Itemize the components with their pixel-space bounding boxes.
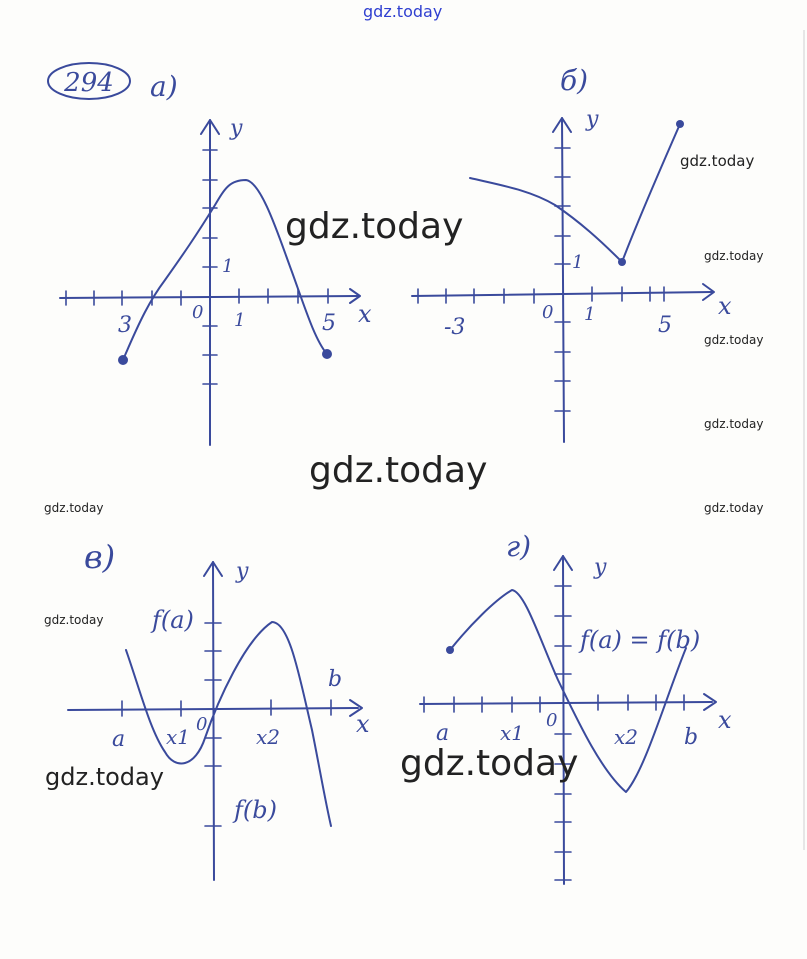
graph-d-y-axis bbox=[563, 556, 564, 884]
graph-b-x-label: x bbox=[718, 292, 732, 320]
graph-c-label-fa: f(a) bbox=[152, 606, 194, 634]
watermark-small-5: gdz.today bbox=[704, 501, 764, 515]
graph-d-label-a: a bbox=[436, 721, 450, 746]
graph-a-tick-x1: 1 bbox=[234, 310, 246, 331]
graph-b-min-point bbox=[618, 258, 626, 266]
watermark-small-7: gdz.today bbox=[44, 613, 104, 627]
graph-d-origin: 0 bbox=[546, 710, 558, 731]
graph-a-tick-y1: 1 bbox=[222, 256, 234, 277]
graph-b-letter: б) bbox=[560, 64, 589, 97]
graph-d-letter: г) bbox=[506, 530, 532, 563]
graph-b-curve bbox=[470, 124, 680, 262]
graph-b-x-axis bbox=[412, 292, 712, 296]
watermark-large-3: gdz.today bbox=[400, 743, 579, 784]
watermark-large-1: gdz.today bbox=[285, 206, 464, 247]
graph-a-end-point bbox=[322, 349, 332, 359]
graph-b bbox=[412, 64, 732, 442]
graph-c-label-fb: f(b) bbox=[234, 796, 277, 824]
exercise-number-text: 294 bbox=[64, 68, 114, 98]
graph-d-x-axis bbox=[420, 702, 712, 704]
graph-a-start-point bbox=[118, 355, 128, 365]
watermark-top: gdz.today bbox=[363, 2, 443, 21]
graph-d bbox=[420, 530, 732, 884]
graph-c-curve bbox=[126, 622, 331, 826]
graph-c-origin: 0 bbox=[196, 714, 208, 735]
graph-b-y-axis bbox=[562, 118, 564, 442]
graph-b-tick-x1: 1 bbox=[584, 304, 596, 325]
graph-b-tick-5: 5 bbox=[658, 313, 672, 338]
graph-d-label-x2: x2 bbox=[614, 725, 639, 749]
graph-d-label-x1: x1 bbox=[500, 721, 525, 745]
graph-d-y-label: y bbox=[594, 555, 607, 580]
graph-d-label-fa-fb: f(a) = f(b) bbox=[580, 626, 701, 654]
watermark-small-1: gdz.today bbox=[680, 152, 755, 170]
graph-b-tick-y1: 1 bbox=[572, 252, 584, 273]
exercise-number bbox=[48, 63, 130, 99]
watermark-small-2: gdz.today bbox=[704, 249, 764, 263]
graph-c-label-x2: x2 bbox=[256, 725, 281, 749]
graph-c-label-x1: x1 bbox=[166, 725, 191, 749]
watermark-small-3: gdz.today bbox=[704, 333, 764, 347]
graph-a-tick-neg3: 3 bbox=[118, 313, 132, 338]
graph-d-start-point bbox=[446, 646, 454, 654]
graph-a bbox=[60, 70, 372, 445]
graph-c-y-label: y bbox=[236, 559, 249, 584]
graph-b-origin: 0 bbox=[542, 302, 554, 323]
watermark-small-4: gdz.today bbox=[704, 417, 764, 431]
graph-c-label-b: b bbox=[328, 667, 343, 692]
graph-d-label-b: b bbox=[684, 725, 699, 750]
graph-c-letter: в) bbox=[84, 538, 116, 576]
watermark-large-2: gdz.today bbox=[309, 450, 488, 491]
graph-c-label-a: a bbox=[112, 727, 126, 752]
graph-b-tick-neg3: -3 bbox=[444, 315, 466, 340]
graph-d-x-label: x bbox=[718, 706, 732, 734]
watermark-medium-1: gdz.today bbox=[45, 763, 164, 791]
graph-a-origin: 0 bbox=[192, 302, 204, 323]
graph-b-y-label: y bbox=[586, 107, 599, 132]
graph-c bbox=[68, 538, 370, 880]
watermark-small-6: gdz.today bbox=[44, 501, 104, 515]
graph-a-tick-5: 5 bbox=[322, 311, 336, 336]
graph-c-x-label: x bbox=[356, 710, 370, 738]
graph-b-end-point bbox=[676, 120, 684, 128]
graph-a-y-label: y bbox=[230, 116, 243, 141]
graph-a-x-label: x bbox=[358, 300, 372, 328]
graph-a-letter: а) bbox=[150, 70, 178, 103]
graph-c-y-axis bbox=[213, 562, 214, 880]
